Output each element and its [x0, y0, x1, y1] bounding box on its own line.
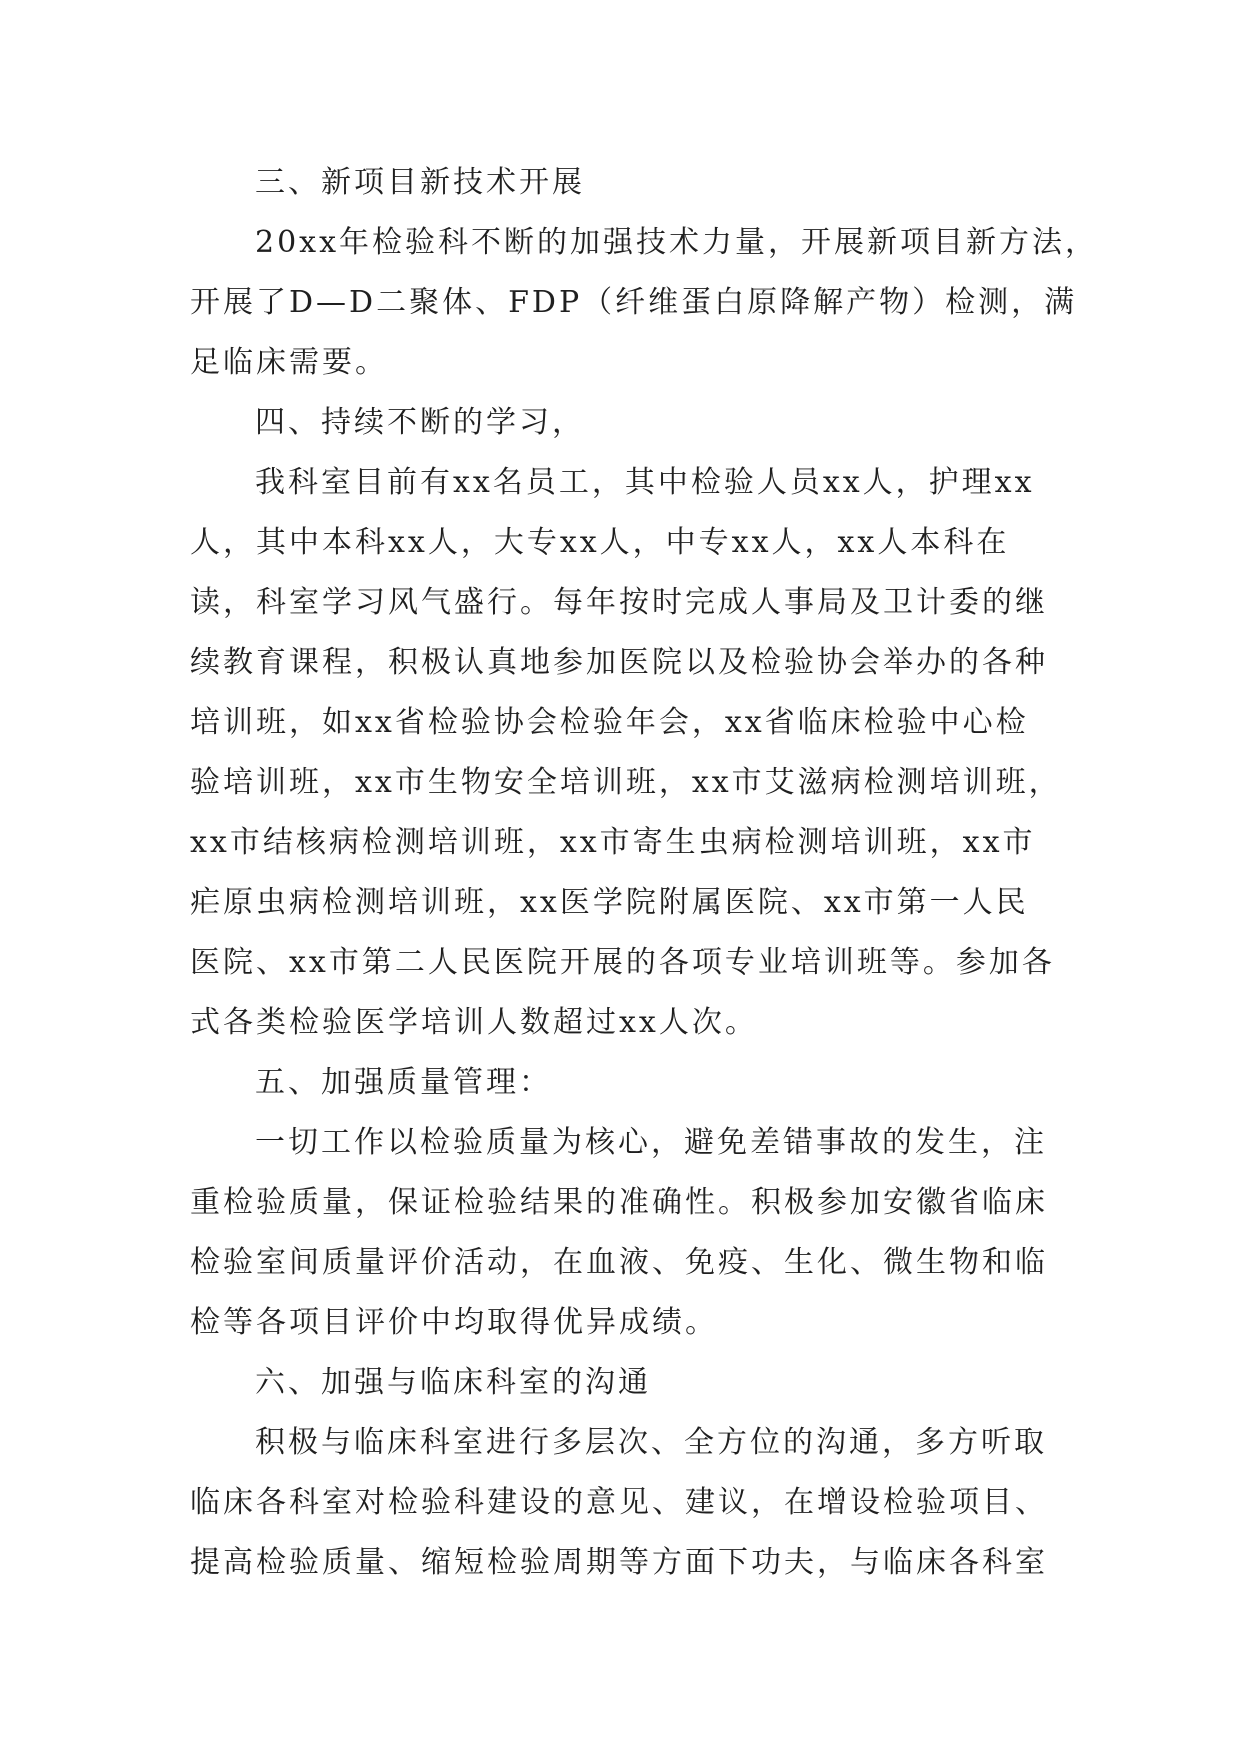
paragraph-line: 检验室间质量评价活动，在血液、免疫、生化、微生物和临	[190, 1245, 1048, 1280]
paragraph-line: 医院、xx市第二人民医院开展的各项专业培训班等。参加各	[190, 945, 1055, 980]
paragraph-line: 提高检验质量、缩短检验周期等方面下功夫，与临床各科室	[190, 1545, 1048, 1580]
paragraph-line: 足临床需要。	[190, 345, 388, 380]
paragraph-line: 培训班，如xx省检验协会检验年会，xx省临床检验中心检	[190, 705, 1029, 740]
section-heading-learning: 四、持续不断的学习，	[255, 405, 585, 440]
paragraph-line: 疟原虫病检测培训班，xx医学院附属医院、xx市第一人民	[190, 885, 1029, 920]
section-heading-new-projects: 三、新项目新技术开展	[255, 165, 585, 200]
paragraph-line: 检等各项目评价中均取得优异成绩。	[190, 1305, 718, 1340]
paragraph-line: 20xx年检验科不断的加强技术力量，开展新项目新方法，	[255, 225, 1099, 260]
paragraph-line: 读，科室学习风气盛行。每年按时完成人事局及卫计委的继	[190, 585, 1048, 620]
paragraph-line: 开展了D—D二聚体、FDP（纤维蛋白原降解产物）检测，满	[190, 285, 1078, 320]
paragraph-line: 续教育课程，积极认真地参加医院以及检验协会举办的各种	[190, 645, 1048, 680]
section-heading-communication: 六、加强与临床科室的沟通	[255, 1365, 651, 1400]
paragraph-line: 重检验质量，保证检验结果的准确性。积极参加安徽省临床	[190, 1185, 1048, 1220]
paragraph-line: 我科室目前有xx名员工，其中检验人员xx人，护理xx	[255, 465, 1035, 500]
section-heading-quality: 五、加强质量管理：	[255, 1065, 552, 1100]
paragraph-line: 式各类检验医学培训人数超过xx人次。	[190, 1005, 758, 1040]
paragraph-line: 临床各科室对检验科建设的意见、建议，在增设检验项目、	[190, 1485, 1048, 1520]
document-body	[190, 153, 1099, 1593]
paragraph-line: 一切工作以检验质量为核心，避免差错事故的发生，注	[255, 1125, 1047, 1160]
paragraph-line: 积极与临床科室进行多层次、全方位的沟通，多方听取	[255, 1425, 1047, 1460]
paragraph-line: 验培训班，xx市生物安全培训班，xx市艾滋病检测培训班，	[190, 765, 1062, 800]
paragraph-line: xx市结核病检测培训班，xx市寄生虫病检测培训班，xx市	[190, 825, 1036, 860]
paragraph-line: 人，其中本科xx人，大专xx人，中专xx人，xx人本科在	[190, 525, 1010, 560]
